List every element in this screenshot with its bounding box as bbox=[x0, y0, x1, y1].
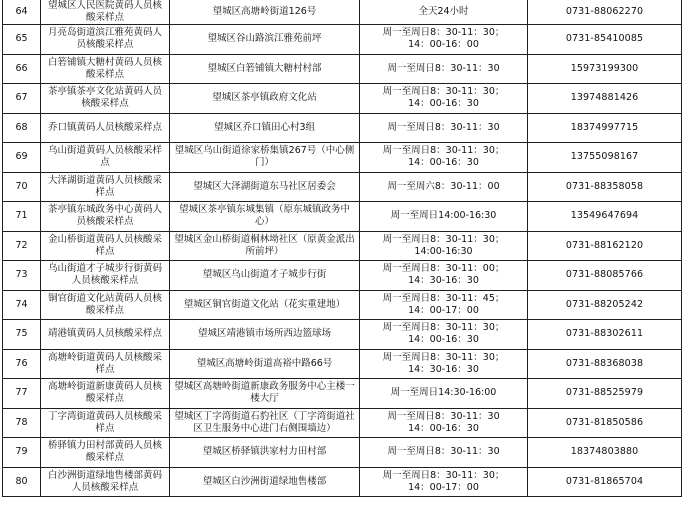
address-cell: 望城区乔口镇田心村3组 bbox=[170, 113, 360, 143]
hours-line: 周一至周日8：30-11：00； bbox=[382, 263, 505, 275]
site-name-cell: 丁字湾街道黄码人员核酸采样点 bbox=[41, 408, 170, 438]
hours-line: 周一至周六8：30-11：00 bbox=[387, 180, 500, 192]
hours-line: 14:00-16:30 bbox=[414, 245, 473, 257]
row-number-cell: 69 bbox=[3, 143, 41, 173]
phone-cell: 0731-88302611 bbox=[528, 320, 682, 350]
site-name-cell: 铜官街道文化站黄码人员核酸采样点 bbox=[41, 290, 170, 320]
row-number-cell: 74 bbox=[3, 290, 41, 320]
hours-line: 14：00-16：30 bbox=[408, 157, 479, 169]
table-row bbox=[3, 84, 682, 114]
site-name-cell: 大泽湖街道黄码人员核酸采样点 bbox=[41, 172, 170, 202]
phone-cell: 0731-88205242 bbox=[528, 290, 682, 320]
site-name-cell: 乌山街道黄码人员核酸采样点 bbox=[41, 143, 170, 173]
hours-line: 14：00-16：30 bbox=[408, 422, 479, 434]
phone-cell: 13549647694 bbox=[528, 202, 682, 232]
site-name-cell: 金山桥街道黄码人员核酸采样点 bbox=[41, 231, 170, 261]
table-row bbox=[3, 379, 682, 409]
hours-cell bbox=[360, 25, 528, 55]
phone-cell: 13755098167 bbox=[528, 143, 682, 173]
row-number-cell: 65 bbox=[3, 25, 41, 55]
hours-cell bbox=[360, 84, 528, 114]
address-cell: 望城区乌山街道徐家桥集镇267号（中心侧门） bbox=[170, 143, 360, 173]
address-cell: 望城区高塘岭街道新康政务服务中心主楼一楼大厅 bbox=[170, 379, 360, 409]
hours-line: 周一至周日8：30-11：45； bbox=[382, 292, 505, 304]
hours-cell bbox=[360, 0, 528, 25]
table-row bbox=[3, 143, 682, 173]
table-row bbox=[3, 172, 682, 202]
hours-cell bbox=[360, 379, 528, 409]
table-row bbox=[3, 467, 682, 497]
table-row bbox=[3, 408, 682, 438]
address-cell: 望城区靖港镇市场所西边篮球场 bbox=[170, 320, 360, 350]
row-number-cell: 78 bbox=[3, 408, 41, 438]
address-cell: 望城区谷山路滨江雅苑前坪 bbox=[170, 25, 360, 55]
phone-cell: 0731-85410085 bbox=[528, 25, 682, 55]
row-number-cell: 67 bbox=[3, 84, 41, 114]
site-name-cell: 高塘岭街道新康黄码人员核酸采样点 bbox=[41, 379, 170, 409]
phone-cell: 0731-88085766 bbox=[528, 261, 682, 291]
site-name-cell: 白沙洲街道绿地售楼部黄码人员核酸采样点 bbox=[41, 467, 170, 497]
hours-cell bbox=[360, 202, 528, 232]
row-number-cell: 72 bbox=[3, 231, 41, 261]
hours-cell bbox=[360, 320, 528, 350]
address-cell: 望城区金山桥街道桐林坳社区（原黄金派出所前坪） bbox=[170, 231, 360, 261]
hours-line: 周一至周日14:30-16:00 bbox=[390, 387, 497, 399]
hours-line: 周一至周日8：30-11：30 bbox=[387, 446, 500, 458]
table-row bbox=[3, 261, 682, 291]
hours-line: 周一至周日8：30-11：30； bbox=[382, 145, 505, 157]
hours-cell bbox=[360, 408, 528, 438]
table-row bbox=[3, 349, 682, 379]
row-number-cell: 77 bbox=[3, 379, 41, 409]
site-name-cell: 白箬铺镇大糖村黄码人员核酸采样点 bbox=[41, 54, 170, 84]
row-number-cell: 68 bbox=[3, 113, 41, 143]
hours-line: 周一至周日14:00-16:30 bbox=[390, 210, 497, 222]
table-row bbox=[3, 0, 682, 25]
address-cell: 望城区大泽湖街道东马社区居委会 bbox=[170, 172, 360, 202]
table-row bbox=[3, 290, 682, 320]
site-name-cell: 高塘岭街道黄码人员核酸采样点 bbox=[41, 349, 170, 379]
site-name-cell: 茶亭镇东城政务中心黄码人员核酸采样点 bbox=[41, 202, 170, 232]
hours-cell bbox=[360, 54, 528, 84]
table-body bbox=[3, 0, 682, 497]
address-cell: 望城区白沙洲街道绿地售楼部 bbox=[170, 467, 360, 497]
hours-cell bbox=[360, 261, 528, 291]
site-name-cell: 月亮岛街道滨江雅苑黄码人员核酸采样点 bbox=[41, 25, 170, 55]
hours-line: 周一至周日8：30-11：30 bbox=[387, 121, 500, 133]
sampling-points-table bbox=[2, 0, 682, 497]
address-cell: 望城区茶亭镇政府文化站 bbox=[170, 84, 360, 114]
site-name-cell: 望城区人民医院黄码人员核酸采样点 bbox=[41, 0, 170, 25]
hours-cell bbox=[360, 143, 528, 173]
row-number-cell: 79 bbox=[3, 438, 41, 468]
hours-line: 14：00-17：00 bbox=[408, 304, 479, 316]
hours-line: 周一至周日8：30-11：30； bbox=[382, 233, 505, 245]
site-name-cell: 桥驿镇力田村部黄码人员核酸采样点 bbox=[41, 438, 170, 468]
site-name-cell: 乔口镇黄码人员核酸采样点 bbox=[41, 113, 170, 143]
address-cell: 望城区丁字湾街道石豹社区（丁字湾街道社区卫生服务中心进门右侧围墙边） bbox=[170, 408, 360, 438]
address-cell: 望城区高塘岭街道高裕中路66号 bbox=[170, 349, 360, 379]
hours-cell bbox=[360, 113, 528, 143]
hours-cell bbox=[360, 438, 528, 468]
phone-cell: 0731-88062270 bbox=[528, 0, 682, 25]
address-cell: 望城区白箬铺镇大糖村村部 bbox=[170, 54, 360, 84]
hours-line: 14：00-16：00 bbox=[408, 39, 479, 51]
hours-line: 周一至周日8：30-11：30 bbox=[387, 62, 500, 74]
phone-cell: 18374997715 bbox=[528, 113, 682, 143]
table-row bbox=[3, 202, 682, 232]
row-number-cell: 71 bbox=[3, 202, 41, 232]
site-name-cell: 靖港镇黄码人员核酸采样点 bbox=[41, 320, 170, 350]
hours-line: 周一至周日8：30-11：30； bbox=[382, 469, 505, 481]
hours-cell bbox=[360, 231, 528, 261]
site-name-cell: 乌山街道才子城步行街黄码人员核酸采样点 bbox=[41, 261, 170, 291]
phone-cell: 0731-88525979 bbox=[528, 379, 682, 409]
hours-cell bbox=[360, 467, 528, 497]
phone-cell: 15973199300 bbox=[528, 54, 682, 84]
hours-cell bbox=[360, 349, 528, 379]
address-cell: 望城区茶亭镇东城集镇（原东城镇政务中心） bbox=[170, 202, 360, 232]
hours-line: 周一至周日8：30-11：30； bbox=[382, 322, 505, 334]
phone-cell: 0731-88368038 bbox=[528, 349, 682, 379]
hours-line: 14：00-17：00 bbox=[408, 481, 479, 493]
hours-line: 全天24小时 bbox=[418, 6, 469, 17]
hours-line: 14：00-16：30 bbox=[408, 98, 479, 110]
site-name-cell: 茶亭镇茶亭文化站黄码人员核酸采样点 bbox=[41, 84, 170, 114]
table-row bbox=[3, 231, 682, 261]
hours-cell bbox=[360, 172, 528, 202]
hours-line: 14：00-16：30 bbox=[408, 334, 479, 346]
hours-line: 周一至周日8：30-11：30； bbox=[382, 351, 505, 363]
row-number-cell: 70 bbox=[3, 172, 41, 202]
address-cell: 望城区乌山街道才子城步行街 bbox=[170, 261, 360, 291]
table-row bbox=[3, 113, 682, 143]
table-row bbox=[3, 54, 682, 84]
phone-cell: 0731-81850586 bbox=[528, 408, 682, 438]
row-number-cell: 64 bbox=[3, 0, 41, 25]
phone-cell: 18374803880 bbox=[528, 438, 682, 468]
hours-line: 14：30-16：30 bbox=[408, 275, 479, 287]
phone-cell: 0731-81865704 bbox=[528, 467, 682, 497]
phone-cell: 13974881426 bbox=[528, 84, 682, 114]
row-number-cell: 80 bbox=[3, 467, 41, 497]
address-cell: 望城区高塘岭街道126号 bbox=[170, 0, 360, 25]
phone-cell: 0731-88162120 bbox=[528, 231, 682, 261]
table-row bbox=[3, 438, 682, 468]
address-cell: 望城区铜官街道文化站（花实重建地） bbox=[170, 290, 360, 320]
table-row bbox=[3, 25, 682, 55]
hours-line: 14：30-16：30 bbox=[408, 363, 479, 375]
row-number-cell: 73 bbox=[3, 261, 41, 291]
phone-cell: 0731-88358058 bbox=[528, 172, 682, 202]
hours-line: 周一至周日8：30-11：30 bbox=[387, 410, 500, 422]
hours-line: 周一至周日8：30-11：30； bbox=[382, 27, 505, 39]
hours-cell bbox=[360, 290, 528, 320]
row-number-cell: 75 bbox=[3, 320, 41, 350]
row-number-cell: 66 bbox=[3, 54, 41, 84]
table-row bbox=[3, 320, 682, 350]
address-cell: 望城区桥驿镇洪家村力田村部 bbox=[170, 438, 360, 468]
row-number-cell: 76 bbox=[3, 349, 41, 379]
hours-line: 周一至周日8：30-11：30； bbox=[382, 86, 505, 98]
